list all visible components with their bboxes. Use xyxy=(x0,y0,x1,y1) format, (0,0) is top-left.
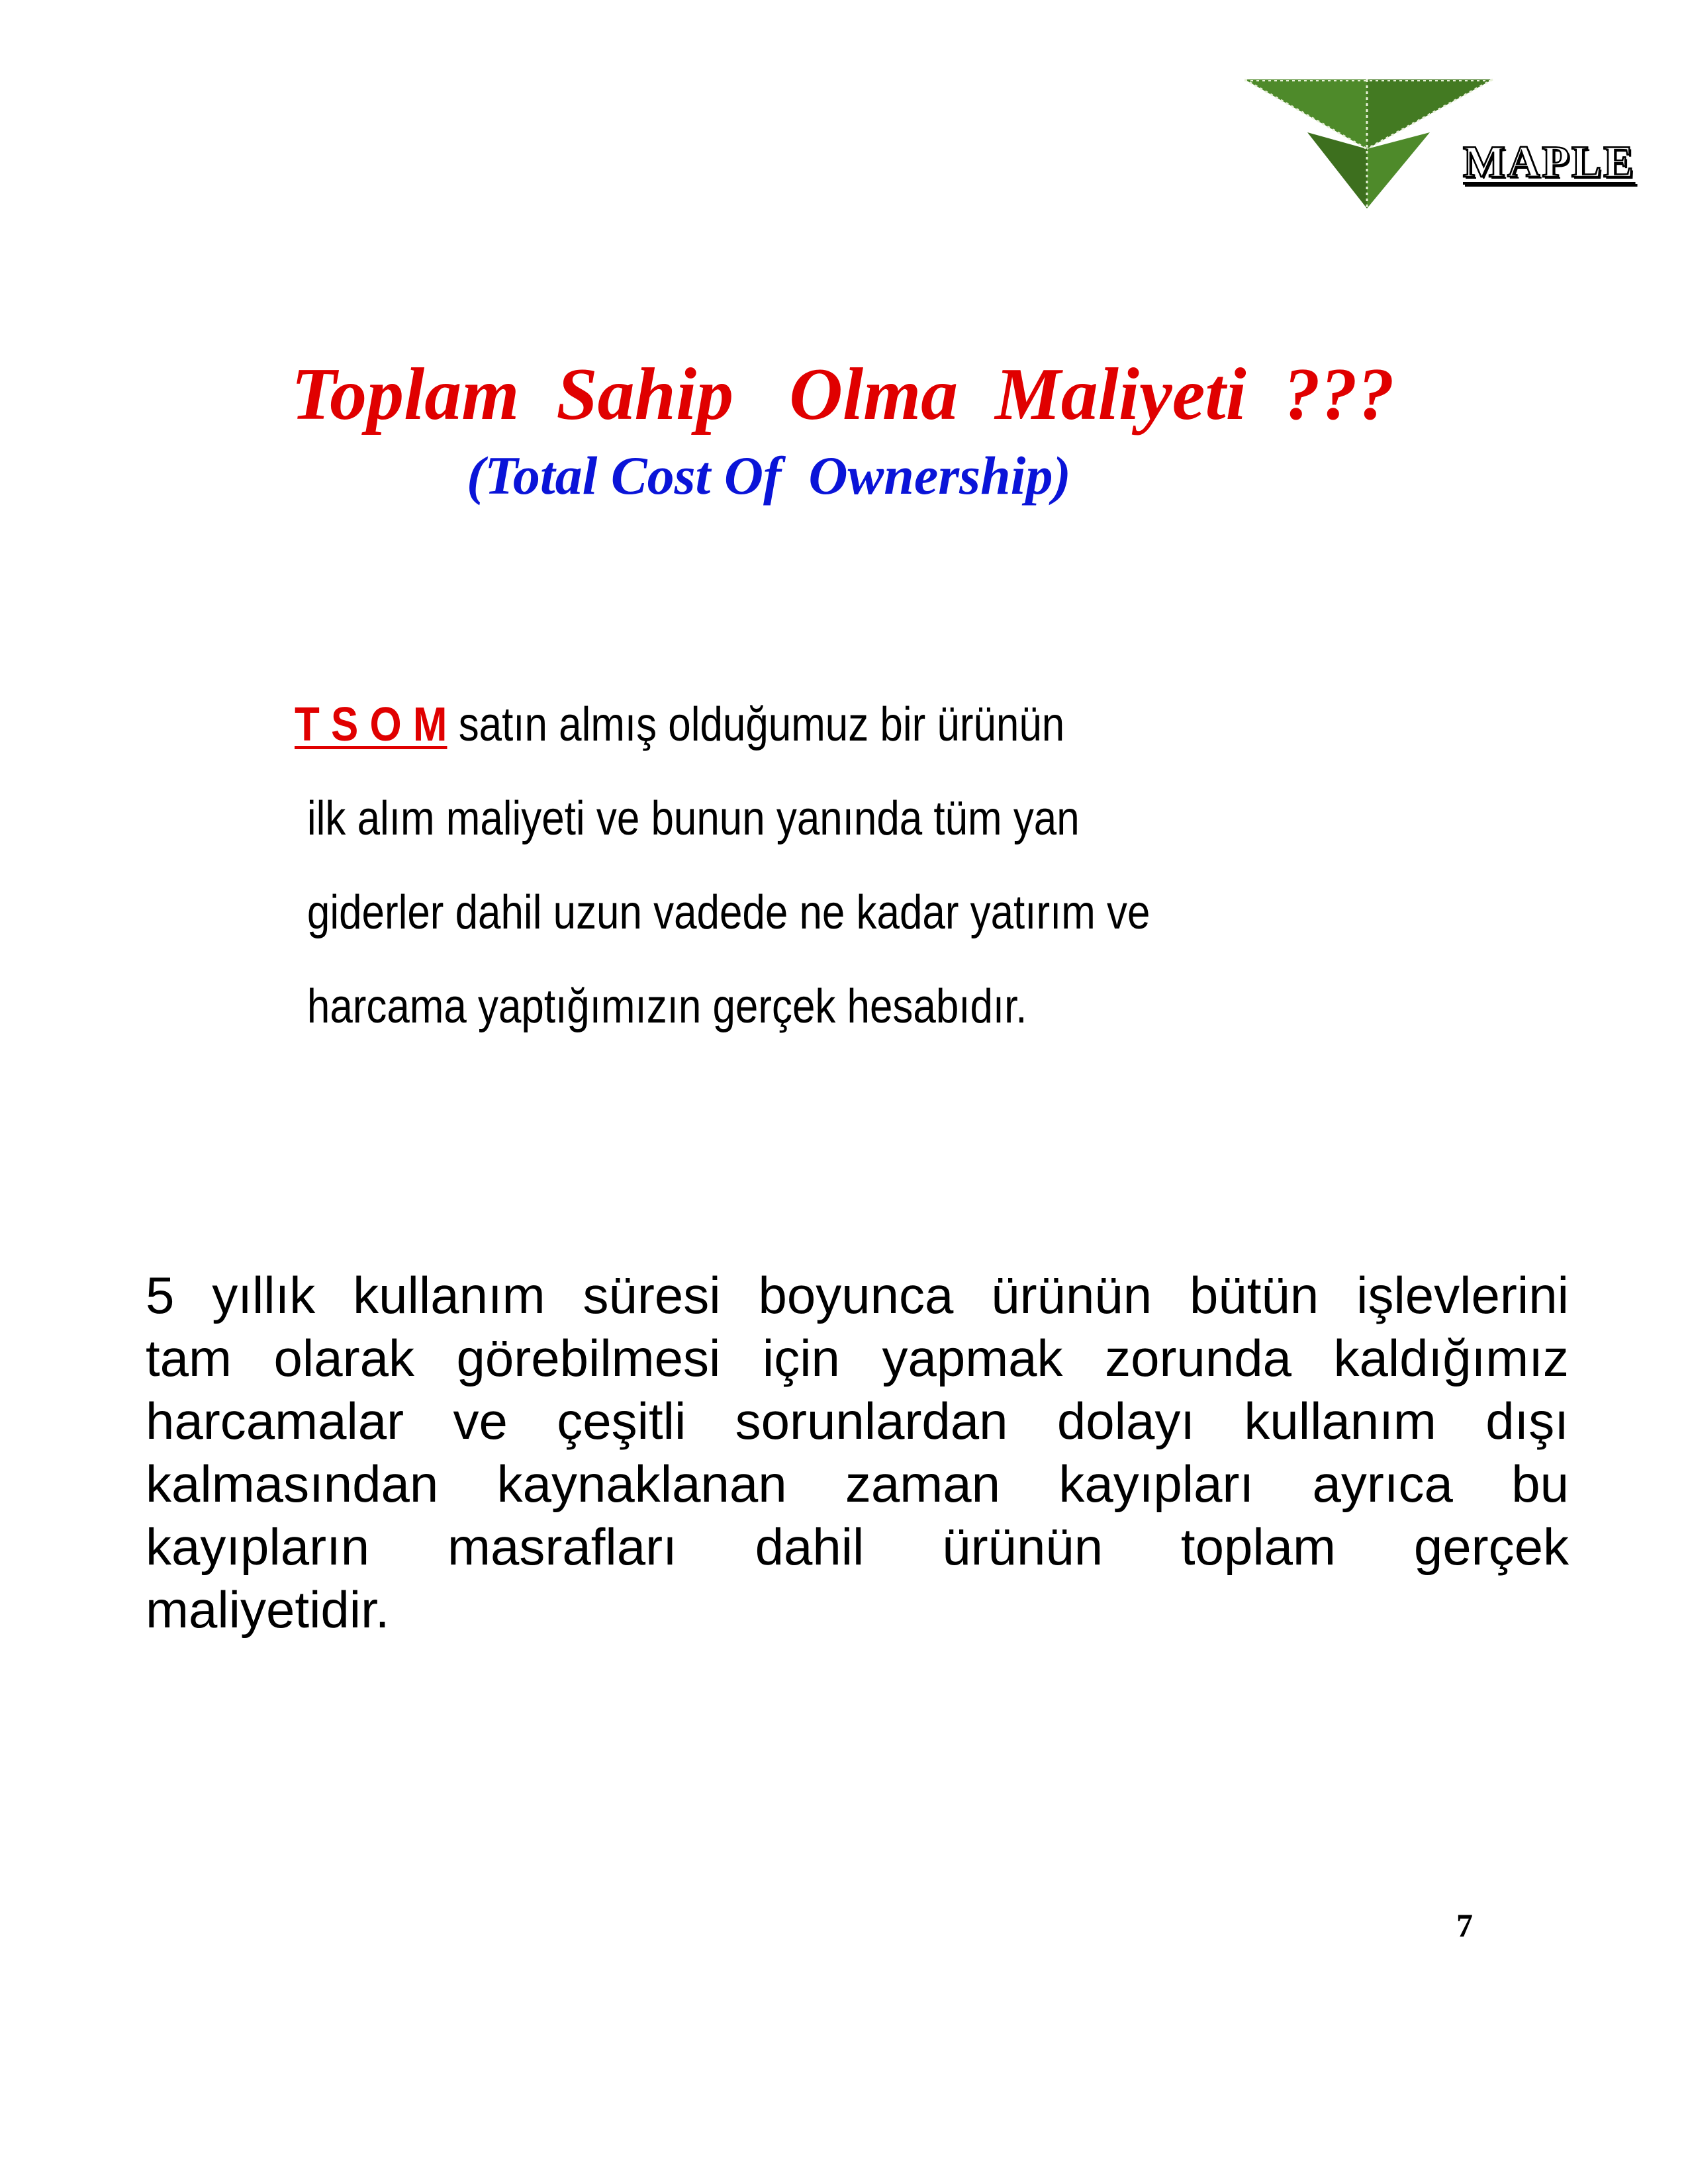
page-number: 7 xyxy=(1456,1907,1473,1944)
body-word: yapmak xyxy=(882,1329,1063,1387)
body-word: 5 xyxy=(146,1266,175,1324)
body-word: harcamalar xyxy=(146,1392,404,1450)
body-word: toplam xyxy=(1180,1518,1336,1576)
body-word: ve xyxy=(453,1392,508,1450)
body-word: kalmasından xyxy=(146,1455,439,1513)
definition-line-2: ilk alım maliyeti ve bunun yanında tüm yan xyxy=(306,792,1080,845)
body-word: dahil xyxy=(755,1518,865,1576)
logo-brand-text: MAPLE xyxy=(1463,136,1636,187)
body-word: zaman xyxy=(845,1455,1001,1513)
body-word: dışı xyxy=(1485,1392,1569,1450)
definition-line-3: giderler dahil uzun vadede ne kadar yatırım ve xyxy=(306,886,1150,939)
body-word: çeşitli xyxy=(557,1392,686,1450)
body-word: kaynaklanan xyxy=(496,1455,787,1513)
body-word: kullanım xyxy=(353,1266,545,1324)
body-line xyxy=(146,1516,1569,1578)
body-word: sorunlardan xyxy=(735,1392,1008,1450)
body-paragraph xyxy=(146,1264,1569,1641)
body-line xyxy=(146,1327,1569,1390)
definition-text: satın almış olduğumuz bir ürünün xyxy=(458,698,1065,751)
definition-line-1 xyxy=(295,692,1262,786)
body-word: süresi xyxy=(583,1266,721,1324)
definition-block xyxy=(295,692,1262,1068)
body-word: yıllık xyxy=(212,1266,316,1324)
body-word: görebilmesi xyxy=(456,1329,721,1387)
page-subtitle: (Total Cost Of Ownership) xyxy=(467,445,1071,506)
body-word: boyunca xyxy=(758,1266,954,1324)
body-word: kaldığımız xyxy=(1333,1329,1569,1387)
body-word: işlevlerini xyxy=(1356,1266,1569,1324)
body-word: olarak xyxy=(273,1329,414,1387)
body-word: tam xyxy=(146,1329,232,1387)
body-word: kayıpları xyxy=(1058,1455,1254,1513)
acronym-tsom: T S O M xyxy=(295,698,447,751)
body-word: bütün xyxy=(1190,1266,1319,1324)
body-line xyxy=(146,1264,1569,1327)
body-word: bu xyxy=(1511,1455,1569,1513)
body-word: için xyxy=(762,1329,840,1387)
body-word: dolayı xyxy=(1056,1392,1196,1450)
page-title: Toplam Sahip Olma Maliyeti ??? xyxy=(291,353,1395,435)
body-line xyxy=(146,1390,1569,1453)
body-word: kullanım xyxy=(1244,1392,1436,1450)
body-line xyxy=(146,1453,1569,1516)
body-word: ayrıca xyxy=(1312,1455,1453,1513)
body-word: kayıpların xyxy=(146,1518,370,1576)
body-word: ürünün xyxy=(991,1266,1152,1324)
body-word: gerçek xyxy=(1413,1518,1569,1576)
body-word: masrafları xyxy=(447,1518,677,1576)
body-line-last: maliyetidir. xyxy=(146,1580,390,1639)
body-word: ürünün xyxy=(942,1518,1103,1576)
maple-logo xyxy=(1244,73,1642,218)
definition-line-4: harcama yaptığımızın gerçek hesabıdır. xyxy=(306,980,1027,1033)
body-word: zorunda xyxy=(1105,1329,1291,1387)
